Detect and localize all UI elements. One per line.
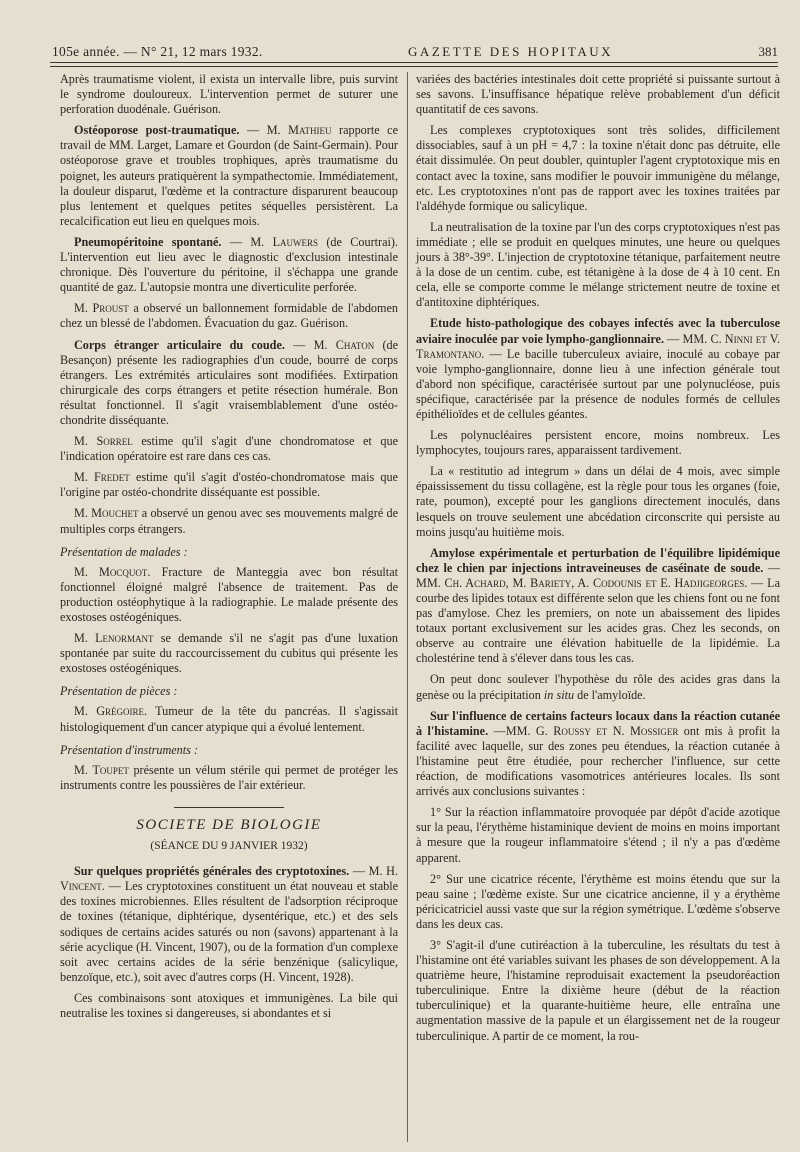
section-title: SOCIETE DE BIOLOGIE: [136, 816, 322, 833]
paragraph: M. Toupet présente un vélum stérile qui permet de protéger les instruments contre les poussières de l'air extérieur.: [60, 762, 398, 792]
section-separator: [174, 807, 284, 808]
author-name: Sorrel: [96, 434, 133, 449]
article-title: Amylose expérimentale et perturbation de l'équilibre lipidémique chez le chien par injections intraveineuses de caséinate de soude.: [416, 545, 780, 575]
conclusion-item: 2° Sur une cicatrice récente, l'érythème est moins étendu que sur la peau saine ; l'œdème existe. Sur une cicatrice ancienne, il y a érythème péricicatriciel aussi vaste que sur la région symétrique. L'œdème s'observe dans les deux cas.: [416, 871, 780, 931]
article-corps-etranger: Corps étranger articulaire du coude. — M. Chaton (de Besançon) présente les radiographies d'un coude, bourré de corps étrangers. Les extrémités articulaires sont modifiées. Extirpation chirurgicale des corps étrangers et petite résection humérale. Bon résultat fonctionnel. Il s'agit vraisemblablement d'une ostéo-chondrite disséquante.: [60, 337, 399, 427]
author-name: MM. Ch. Achard, M. Bariety, A. Codounis et E. Hadjigeorges: [416, 575, 745, 590]
header-rule: [50, 62, 778, 63]
paragraph: M. Lenormant se demande s'il ne s'agit pas d'une luxation spontanée par suite du raccourcissement du cubitus qui présente les exostoses ostéogéniques.: [60, 631, 398, 676]
article-osteoporose: Ostéoporose post-traumatique. — M. Mathieu rapporte ce travail de MM. Larget, Lamare et Gourdon (de Saint-Germain). Pour ostéoporose grave et troubles trophiques, après traumatisme du poignet, les auteurs pratiquèrent la sympathectomie. Immédiatement, la douleur disparut, l'œdème et la contracture disparurent beaucoup plus lentement et quelques petites séquelles persistèrent. La recalcification eut lieu en quelques mois.: [60, 123, 398, 228]
author-name: Mathieu: [288, 123, 332, 138]
article-title: Pneumopéritoine spontané.: [74, 234, 222, 249]
paragraph: Les complexes cryptotoxiques sont très solides, difficilement dissociables, sauf à un pH = 4,7 : la toxine n'était donc pas détruite, elle était dissimulée. On peut doubler, quintupler l'agent cryptotoxique mis en contact avec la toxine, sans modifier le pouvoir immunigène du mélange, etc. Les cryptotoxines n'ont pas de rapport avec les toxines traitées par l'aldéhyde formique ou salicylique.: [416, 123, 780, 213]
author-name: Grégoire: [96, 704, 144, 719]
left-column: [60, 72, 398, 1027]
article-cryptotoxines: Sur quelques propriétés générales des cryptotoxines. — M. H. Vincent. — Les cryptotoxines constituent un état nouveau et stable des toxines microbiennes. Elles résultent de l'adsorption réciproque de toxines (tétanique, diphtérique, dysentérique, etc.) et des sels sodiques de certains acides saturés ou non (savons) appartenant à la série acyclique (H. Vincent, 1907), ou de la formation d'un complexe soit avec certains acides de la série benzénique (salicylique, benzoïque, etc.), soit avec d'autres corps (H. Vincent, 1928).: [60, 864, 398, 984]
paragraph: M. Proust a observé un ballonnement formidable de l'abdomen chez un blessé de l'abdomen. Évacuation du gaz. Guérison.: [60, 301, 398, 331]
article-title: Corps étranger articulaire du coude.: [74, 337, 285, 352]
paragraph: M. Sorrel estime qu'il s'agit d'une chondromatose et que l'indication opératoire est rare dans ces cas.: [60, 434, 398, 464]
header-rule-thin: [50, 66, 778, 67]
column-divider: [407, 72, 408, 1142]
paragraph: M. Grégoire. Tumeur de la tête du pancréas. Il s'agissait histologiquement d'un cancer atypique qui a évolué lentement.: [60, 704, 399, 734]
paragraph: Ces combinaisons sont atoxiques et immunigènes. La bile qui neutralise les toxines si dangereuses, si abondantes et si: [60, 990, 398, 1020]
author-name: H. Vincent: [60, 864, 398, 894]
article-title: Ostéoporose post-traumatique.: [74, 123, 240, 138]
article-title: Etude histo-pathologique des cobayes infectés avec la tuberculose aviaire inoculée par voie lympho-ganglionnaire.: [416, 316, 780, 346]
article-amylose: Amylose expérimentale et perturbation de l'équilibre lipidémique chez le chien par injections intraveineuses de caséinate de soude. — MM. Ch. Achard, M. Bariety, A. Codounis et E. Hadjigeorges. — La courbe des lipides totaux est différente selon que les chiens font ou ne font pas d'amylose. Chez les premiers, on note un abaissement des lipides totaux portant exclusivement sur les acides gras. Chez les seconds, on observe au contraire une élévation habituelle de la lipidémie. La cholestérine tend à s'élever dans tous les cas.: [416, 545, 780, 666]
paragraph: M. Fredet estime qu'il s'agit d'ostéo-chondromatose mais que l'origine par ostéo-chondrite disséquante est possible.: [60, 470, 398, 500]
author-name: MM. G. Roussy et N. Mossiger: [505, 723, 679, 738]
conclusion-item: 1° Sur la réaction inflammatoire provoquée par dépôt d'acide azotique sur la peau, l'érythème histaminique devient de moins en moins important à mesure que la rougeur inflammatoire s'étend ; il n'y a pas d'œdème apparent.: [416, 805, 780, 865]
journal-title: GAZETTE DES HOPITAUX: [408, 44, 613, 59]
subsection-heading: Présentation de pièces :: [60, 684, 178, 699]
author-name: MM. C. Ninni et V. Tramontano: [416, 331, 780, 361]
right-column: [416, 72, 780, 1050]
article-title: Sur l'influence de certains facteurs locaux dans la réaction cutanée à l'histamine.: [416, 708, 780, 738]
paragraph: M. Mouchet a observé un genou avec ses mouvements malgré de multiples corps étrangers.: [60, 506, 398, 536]
session-date: (SÉANCE DU 9 JANVIER 1932): [150, 840, 308, 853]
paragraph: variées des bactéries intestinales doit cette propriété si puissante surtout à ses savons. L'insuffisance hépatique relève probablement d'un déficit quantitatif de ces savons.: [416, 72, 780, 117]
paragraph: Les polynucléaires persistent encore, moins nombreux. Les lymphocytes, toujours rares, apparaissent tardivement.: [416, 428, 780, 458]
subsection-heading: Présentation d'instruments :: [60, 742, 199, 757]
conclusion-item: 3° S'agit-il d'une cutiréaction à la tuberculine, les résultats du test à l'histamine ont été variables suivant les phases de son développement. A la quatrième heure, l'histamine reproduisait exactement la pseudoréaction tuberculinique. Entre la dixième heure (début de la réaction tuberculinique) et la quarante-huitième heure, elle entraîna une augmentation massive de la papule et un élargissement net de la rougeur tuberculinique. A partir de ce moment, la rou-: [416, 937, 780, 1043]
page-number: 381: [758, 44, 778, 59]
article-histamine: Sur l'influence de certains facteurs locaux dans la réaction cutanée à l'histamine. —MM. G. Roussy et N. Mossiger ont mis à profit la facilité avec laquelle, sur des zones peu étendues, la réaction cutanée à l'histamine peut être étudiée, pour rechercher l'influence, sur cette réaction, de modifications vasomotrices antérieures locales. Ils sont arrivés aux conclusions suivantes :: [416, 708, 780, 799]
subsection-heading: Présentation de malades :: [60, 544, 188, 559]
paragraph: La neutralisation de la toxine par l'un des corps cryptotoxiques n'est pas immédiate ; elle se produit en quelques minutes, une heure ou quelques jours à 38°-39°. L'injection de cryptotoxine tétanique, parfaitement neutre à la dose de un centim. cube, est tétanigène à la dose de 4 à 10 cent. En cela, elle se comporte comme le mélange strictement neutre de toxine et d'antitoxine diphtériques.: [416, 219, 780, 310]
paragraph: Après traumatisme violent, il exista un intervalle libre, puis survint le syndrome douloureux. L'intervention permet de suturer une perforation duodénale. Guérison.: [60, 72, 398, 117]
author-name: Mouchet: [91, 506, 139, 521]
author-name: Chaton: [335, 337, 375, 352]
author-name: Mocquot: [99, 564, 148, 579]
article-pneumoperitoine: Pneumopéritoine spontané. — M. Lauwers (de Courtrai). L'intervention eut lieu avec le diagnostic d'exclusion intestinale chronique. Dès l'ouverture du péritoine, il s'échappa une grande quantité de gaz. L'autopsie montra une diverticulite perforée.: [60, 234, 398, 295]
paragraph: M. Mocquot. Fracture de Manteggia avec bon résultat fonctionnel éloigné malgré l'absence de traitement. Pas de production ostéophytique à la radiographie. Le malade présente des exostoses ostéogéniques.: [60, 564, 398, 624]
author-name: Lauwers: [272, 234, 319, 249]
author-name: Toupet: [92, 762, 129, 777]
issue-line: 105e année. — N° 21, 12 mars 1932.: [52, 44, 263, 59]
running-header: [52, 30, 778, 60]
paragraph: La « restitutio ad integrum » dans un délai de 4 mois, avec simple épaississement du tissu collagène, est la règle pour tous les organes (foie, rate, poumon), excepté pour les ganglions directement inoculés, dans lesquels on trouve seulement une abcédation circonscrite qui persiste au moins jusqu'au huitième mois.: [416, 464, 780, 539]
article-etude-histo: Etude histo-pathologique des cobayes infectés avec la tuberculose aviaire inoculée par voie lympho-ganglionnaire. — MM. C. Ninni et V. Tramontano. — Le bacille tuberculeux aviaire, inoculé au cobaye par voie lympho-ganglionnaire, donne lieu à une infection générale tout d'abord non spécifique, caractérisée surtout par une polynucléose, puis spécifique, caractérisée par la présence de nodules formés de cellules épithélioïdes et de cellules géantes.: [416, 316, 780, 421]
author-name: Proust: [92, 301, 129, 316]
author-name: Fredet: [94, 470, 130, 485]
author-name: Lenormant: [95, 631, 154, 646]
latin-term: in situ: [543, 687, 575, 702]
article-title: Sur quelques propriétés générales des cryptotoxines.: [74, 864, 350, 879]
paragraph: On peut donc soulever l'hypothèse du rôle des acides gras dans la genèse ou la précipitation in situ de l'amyloïde.: [416, 672, 780, 702]
